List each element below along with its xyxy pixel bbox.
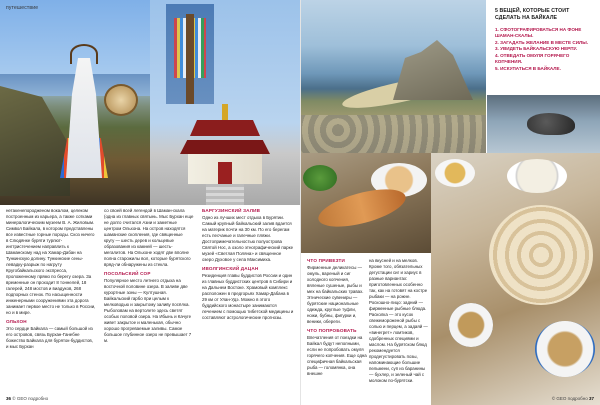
- paragraph: на вкусней и на мелков. Кроме того, обязательных дегустации сиг и хариус в разные вариантах: приготовленных особенно так, как на готовят на костре рыбаки — на рожне. Роскошно-лицо: задний — фирменные рыбные блюда. Расколка — это кусок свежемороженой рыбы с солью и перцем, а задаяй — «винегрет» ломтиков, сдобренных специями и маслом. На бурятском блюд рекомендуется продегустировать позы, напоминающие большие пельмени, суп из баранины — бухлер, и зеленый чай с молоком по-бурятски.: [369, 258, 428, 383]
- paragraph: Популярное место летнего отдыха на восточной половине озера. В заливе две курортные зоны — Култушная. Байкальский гарбо при целым к мелководью и закрытому заливу посёлка. Рыболовам на вертолете здесь светят особых половой озера. На Ибынь и Качуге живет закрытое и маленькая, обычно хорошо прогреваемые заливы. Самое большое глубинное озеро не превышает 7 м.: [104, 278, 192, 343]
- sidebar-item: 3. УВИДЕТЬ БАЙКАЛЬСКУЮ НЕРПУ.: [495, 46, 578, 52]
- shaman-drum: [104, 84, 138, 116]
- smoked-fish: [315, 182, 410, 234]
- magazine-credit: © GEO подробно: [551, 396, 588, 401]
- temple-upper-roof: [190, 120, 260, 136]
- subhead-barguzin-bay: БАРГУЗИНСКИЙ ЗАЛИВ: [202, 208, 261, 213]
- sidebar-item: 1. СФОТОГРАФИРОВАТЬСЯ НА ФОНЕ ШАМАН-СКАЛЫ.: [495, 26, 582, 38]
- smoked-omul-photo: [301, 153, 431, 253]
- paragraph: Фирменные деликатесы — омуль, вареный и сиг холодного копчения, вяленые сушеные, рыбы и мех на байкальских травах. Этнические сувениры — бурятские национальные одежда, круглые туфли, ножи, бубны, фигурки и, веники, обереги.: [307, 265, 364, 324]
- bowl-of-food: [435, 159, 475, 187]
- page-number: 36: [6, 396, 12, 401]
- prayer-pole-photo: [166, 4, 214, 104]
- temple-lower-roof: [180, 140, 270, 154]
- left-column-1: [6, 208, 96, 396]
- baikal-island-photo: [301, 0, 486, 153]
- paragraph: Одно из лучших мест отдыха в Бурятии. Самый крупный байкальский залив вдается на материк почти на 30 км. По его берегам есть песчаные и галечные пляжи. Достопримечательностью полуострова Святой Нос, а озоло этнографический парке музей «Светлая Поляна» и священное озеро Духовое у села Максимиха.: [202, 215, 294, 262]
- page-folio-left: [6, 396, 48, 401]
- temple-spire: [222, 104, 228, 120]
- temple-door: [218, 162, 232, 184]
- temple-stairs: [206, 184, 244, 205]
- baikal-seal: [527, 113, 575, 135]
- herb-garnish: [303, 165, 337, 191]
- right-page: [300, 0, 600, 405]
- shaman-headdress: [70, 44, 98, 64]
- magazine-credit: © GEO подробно: [12, 396, 49, 401]
- sidebar-item: 5. ИСКУПАТЬСЯ В БАЙКАЛЕ.: [495, 66, 561, 72]
- paragraph: Резиденция главы буддистов России и один из главных буддистских центров в Сибири и на Дальнем Востоке. Храмовый комплекс расположен в предгорьях Хамар-Дабана в 29 км от Улан-Удэ. Можно в этого буддийского монастыре занимаются лечением с помощью тибетской медицины и составляют астрологические прогнозы.: [202, 273, 294, 320]
- subhead-what-to-bring: ЧТО ПРИВЕЗТИ: [307, 258, 346, 263]
- nerpa-seal-photo: [487, 95, 600, 153]
- paragraph: Впечатления от поездки на Байкал будут неполными, если не попробовать омуля горячего копчения. Еще одна специфичная байкальская рыба — голомянка, она внешне: [307, 335, 367, 376]
- right-column-1: [307, 258, 367, 398]
- prayer-pole: [186, 14, 194, 104]
- buryat-food-photo: [431, 153, 600, 405]
- paragraph: нетакенепородженом вокалом, целеком построенным из карьера, а также сотками минералогическим музеем В. А. Жиловым. Символ Байкала, в котором представлены все известные горные породы. Скоз ничего в Слюдянке буряти турлют-ингтристечением направлить к Шаманскому над на Хамар-Дабан на Тункинскую долину. Тункинские сены-левадку-разрыж по нагруту Кругобайкальского экспресса, проложенному прямо по берегу озера. За временные он проходит 8 тоннелей, 18 галерей, 248 мостов и виадуков, 268 подпорных стенок. По насыщенности инженерными сооружениями эта дорога занимает первое место не только в России, но и в мире.: [6, 208, 96, 315]
- subhead-posolsky-sor: ПОСОЛЬСКИЙ СОР: [104, 271, 151, 276]
- sidebar-item: 4. ОТВЕДАТЬ ОМУЛЯ ГОРЯЧЕГО КОПЧЕНИЯ.: [495, 53, 570, 65]
- subhead-what-to-try: ЧТО ПОПРОБОВАТЬ: [307, 328, 357, 333]
- sidebar-title: 5 ВЕЩЕЙ, КОТОРЫЕ СТОИТ СДЕЛАТЬ НА БАЙКАЛЕ: [495, 8, 570, 21]
- tea-cup: [449, 303, 493, 347]
- right-column-2: [369, 258, 429, 398]
- sidebar-list: [495, 27, 595, 73]
- shaman-photo: [0, 0, 150, 205]
- bowl-of-cream: [507, 159, 567, 193]
- buuz-dumplings: [489, 205, 593, 305]
- left-column-2: [104, 208, 194, 396]
- cliff-shape: [0, 86, 70, 196]
- paragraph: Это сердце Байкала — самый большой из его островов, связь Бурхан-Ганебне божество Байкала для буряток-буддистов, и мыс Бурхан: [6, 326, 93, 349]
- foreground-stones: [301, 115, 486, 153]
- section-label: путешествие: [6, 5, 39, 11]
- sidebar-item: 2. ЗАГАДАТЬ ЖЕЛАНИЕ В МЕСТЕ СИЛЫ.: [495, 39, 589, 45]
- page-number: 37: [588, 396, 594, 401]
- subhead-olkhon: ОЛЬХОН: [6, 319, 27, 324]
- paragraph: со своей всей легендой в Шаман-скала (одна из главных святынь. Мыс Бурхан еще не долго считался Азии и заметные центром Ольхона. На остров находятся шаманские скопления, где священные кругу — шесть дерев и кольцевые образования из камней — шесть-мегалитов. На Ольхоне ходят две вполне полна старожилы вол, которые бурятского вряд-ли обнаружены из стекла.: [104, 208, 194, 267]
- tea-cup: [535, 321, 595, 377]
- subhead-ivolginsky-datsan: ИВОЛГИНСКИЙ ДАЦАН: [202, 266, 259, 271]
- shaman-rock: [393, 40, 473, 100]
- page-folio-right: [552, 396, 594, 401]
- left-column-3: [202, 208, 294, 396]
